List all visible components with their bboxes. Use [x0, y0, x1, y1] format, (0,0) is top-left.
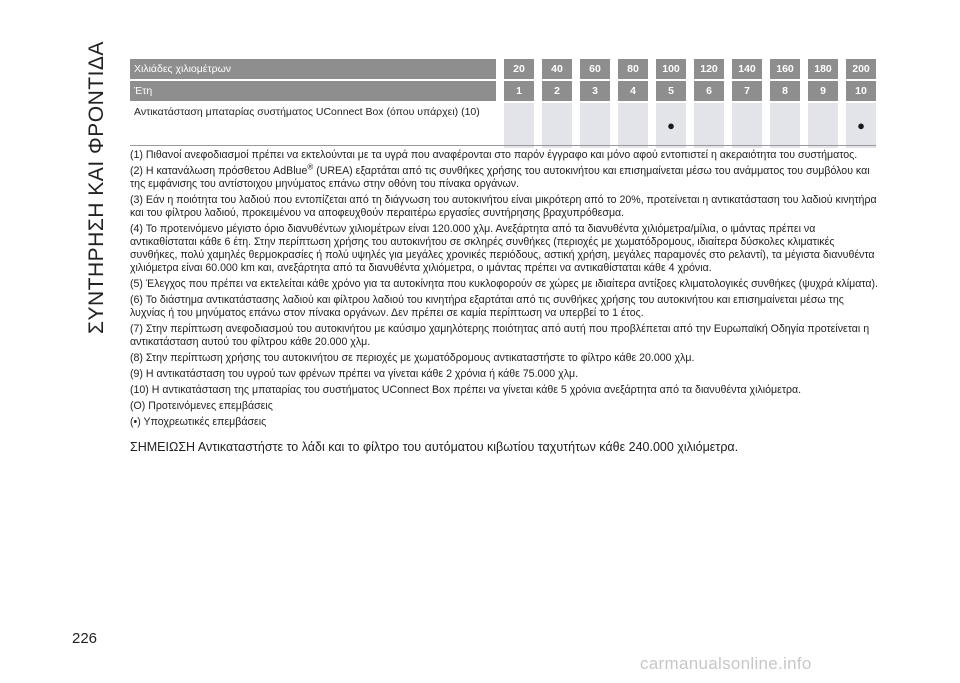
legend-mandatory: (•) Υποχρεωτικές επεμβάσεις — [130, 416, 267, 428]
footnote-2 — [130, 162, 878, 191]
watermark: carmanualsonline.info — [640, 654, 812, 673]
row-mark: ● — [648, 103, 686, 148]
km-value: 200 — [838, 59, 876, 81]
km-value: 160 — [762, 59, 800, 81]
row-mark — [762, 103, 800, 148]
registered-mark: ® — [307, 162, 314, 172]
km-value: 20 — [496, 59, 534, 81]
table-row — [130, 103, 876, 148]
row-mark — [572, 103, 610, 148]
year-value: 5 — [648, 81, 686, 103]
row-mark — [496, 103, 534, 148]
page-number: 226 — [72, 630, 98, 647]
footnote-2-post: (UREA) εξαρτάται από τις συνθήκες χρήσης του αυτοκινήτου και επισημαίνεται μέσω του ανάμματος του συμβόλου και της εμφάνισης του αντίστοιχου μηνύματος επάνω στην οθόνη του πίνακα οργάνων. — [130, 165, 870, 190]
table-divider — [130, 145, 876, 146]
km-value: 40 — [534, 59, 572, 81]
footnote-8: (8) Στην περίπτωση χρήσης του αυτοκινήτου σε περιοχές με χωματόδρομους αντικαταστήστε το φίλτρο κάθε 20.000 χλμ. — [130, 352, 695, 364]
year-value: 9 — [800, 81, 838, 103]
year-value: 8 — [762, 81, 800, 103]
footnote-3: (3) Εάν η ποιότητα του λαδιού που εντοπίζεται από τη διάγνωση του αυτοκινήτου είναι μικρότερη από το 20%, προτείνεται η αντικατάσταση του λαδιού κινητήρα και του φίλτρου λαδιού, προκειμένου να αποφευχθούν περαιτέρω εργασίες συντήρησης βραχυπρόθεσμα. — [130, 194, 877, 219]
row-mark — [686, 103, 724, 148]
km-value: 180 — [800, 59, 838, 81]
section-title: ΣΥΝΤΗΡΗΣΗ ΚΑΙ ΦΡΟΝΤΙΔΑ — [85, 41, 108, 334]
year-value: 4 — [610, 81, 648, 103]
footnote-4: (4) Το προτεινόμενο μέγιστο όριο διανυθέντων χιλιομέτρων είναι 120.000 χλμ. Ανεξάρτητα από τα διανυθέντα χιλιόμετρα/μίλια, ο ιμάντας πρέπει να αντικαθίσταται κάθε 6 έτη. Στην περίπτωση χρήσης του αυτοκινήτου σε σκληρές συνθήκες (περιοχές με χωματόδρομους, ιδιαίτερα δύσκολες κλιματικές συνθήκες, πολύ χαμηλές θερμοκρασίες ή πολύ υψηλές για μεγάλες χρονικές περιόδους, αστική χρήση, μεγάλες παραμονές στο ρελαντί), τα μέγιστα διανυθέντα χιλιόμετρα είναι 60.000 km και, ανεξάρτητα από τα διανυθέντα χιλιόμετρα, ο ιμάντας πρέπει να αντικαθίσταται κάθε 4 χρόνια. — [130, 223, 875, 274]
footnote-2-pre: (2) Η κατανάλωση πρόσθετου AdBlue — [130, 165, 308, 177]
year-value: 3 — [572, 81, 610, 103]
km-label: Χιλιάδες χιλιομέτρων — [130, 59, 496, 81]
year-value: 10 — [838, 81, 876, 103]
maintenance-table — [130, 59, 876, 148]
legend-recommended: (O) Προτεινόμενες επεμβάσεις — [130, 400, 273, 412]
footnotes — [130, 149, 878, 432]
row-mark — [800, 103, 838, 148]
km-value: 120 — [686, 59, 724, 81]
footnote-6: (6) Το διάστημα αντικατάστασης λαδιού και φίλτρου λαδιού του κινητήρα εξαρτάται από τις συνθήκες χρήσης του αυτοκινήτου και επισημαίνεται μέσω της λυχνίας ή του μηνύματος επάνω στον πίνακα οργάνων. Δεν πρέπει σε καμία περίπτωση να υπερβεί το 1 έτος. — [130, 294, 844, 319]
km-value: 100 — [648, 59, 686, 81]
year-value: 1 — [496, 81, 534, 103]
footnote-1: (1) Πιθανοί ανεφοδιασμοί πρέπει να εκτελούνται με τα υγρά που αναφέρονται στο παρόν έγγραφο και μόνο αφού εντοπιστεί η ακεραιότητα του συστήματος. — [130, 149, 858, 161]
km-value: 80 — [610, 59, 648, 81]
footnote-7: (7) Στην περίπτωση ανεφοδιασμού του αυτοκινήτου με καύσιμο χαμηλότερης ποιότητας από αυτή που προβλέπεται από την Ευρωπαϊκή Οδηγία προτείνεται η αντικατάσταση αυτού του φίλτρου κάθε 20.000 χλμ. — [130, 323, 870, 348]
row-label: Αντικατάσταση μπαταρίας συστήματος UConnect Box (όπου υπάρχει) (10) — [134, 106, 480, 118]
final-note: ΣΗΜΕΙΩΣΗ Αντικαταστήστε το λάδι και το φίλτρο του αυτόματου κιβωτίου ταχυτήτων κάθε 240.000 χιλιόμετρα. — [130, 440, 739, 454]
footnote-9: (9) Η αντικατάσταση του υγρού των φρένων πρέπει να γίνεται κάθε 2 χρόνια ή κάθε 75.000 χλμ. — [130, 368, 579, 380]
year-value: 6 — [686, 81, 724, 103]
km-value: 140 — [724, 59, 762, 81]
years-label: Έτη — [130, 81, 496, 103]
years-header-row — [130, 81, 876, 103]
footnote-10: (10) Η αντικατάσταση της μπαταρίας του συστήματος UConnect Box πρέπει να γίνεται κάθε 5 χρόνια ανεξάρτητα από τα διανυθέντα χιλιόμετρα. — [130, 384, 802, 396]
row-mark — [724, 103, 762, 148]
row-mark: ● — [838, 103, 876, 148]
footnote-5: (5) Έλεγχος που πρέπει να εκτελείται κάθε χρόνο για τα αυτοκίνητα που κυκλοφορούν σε χώρες με ιδιαίτερα αντίξοες κλιματολογικές συνθήκες (ψυχρά κλίματα). — [130, 278, 878, 290]
row-mark — [534, 103, 572, 148]
km-value: 60 — [572, 59, 610, 81]
row-mark — [610, 103, 648, 148]
year-value: 7 — [724, 81, 762, 103]
year-value: 2 — [534, 81, 572, 103]
km-header-row — [130, 59, 876, 81]
